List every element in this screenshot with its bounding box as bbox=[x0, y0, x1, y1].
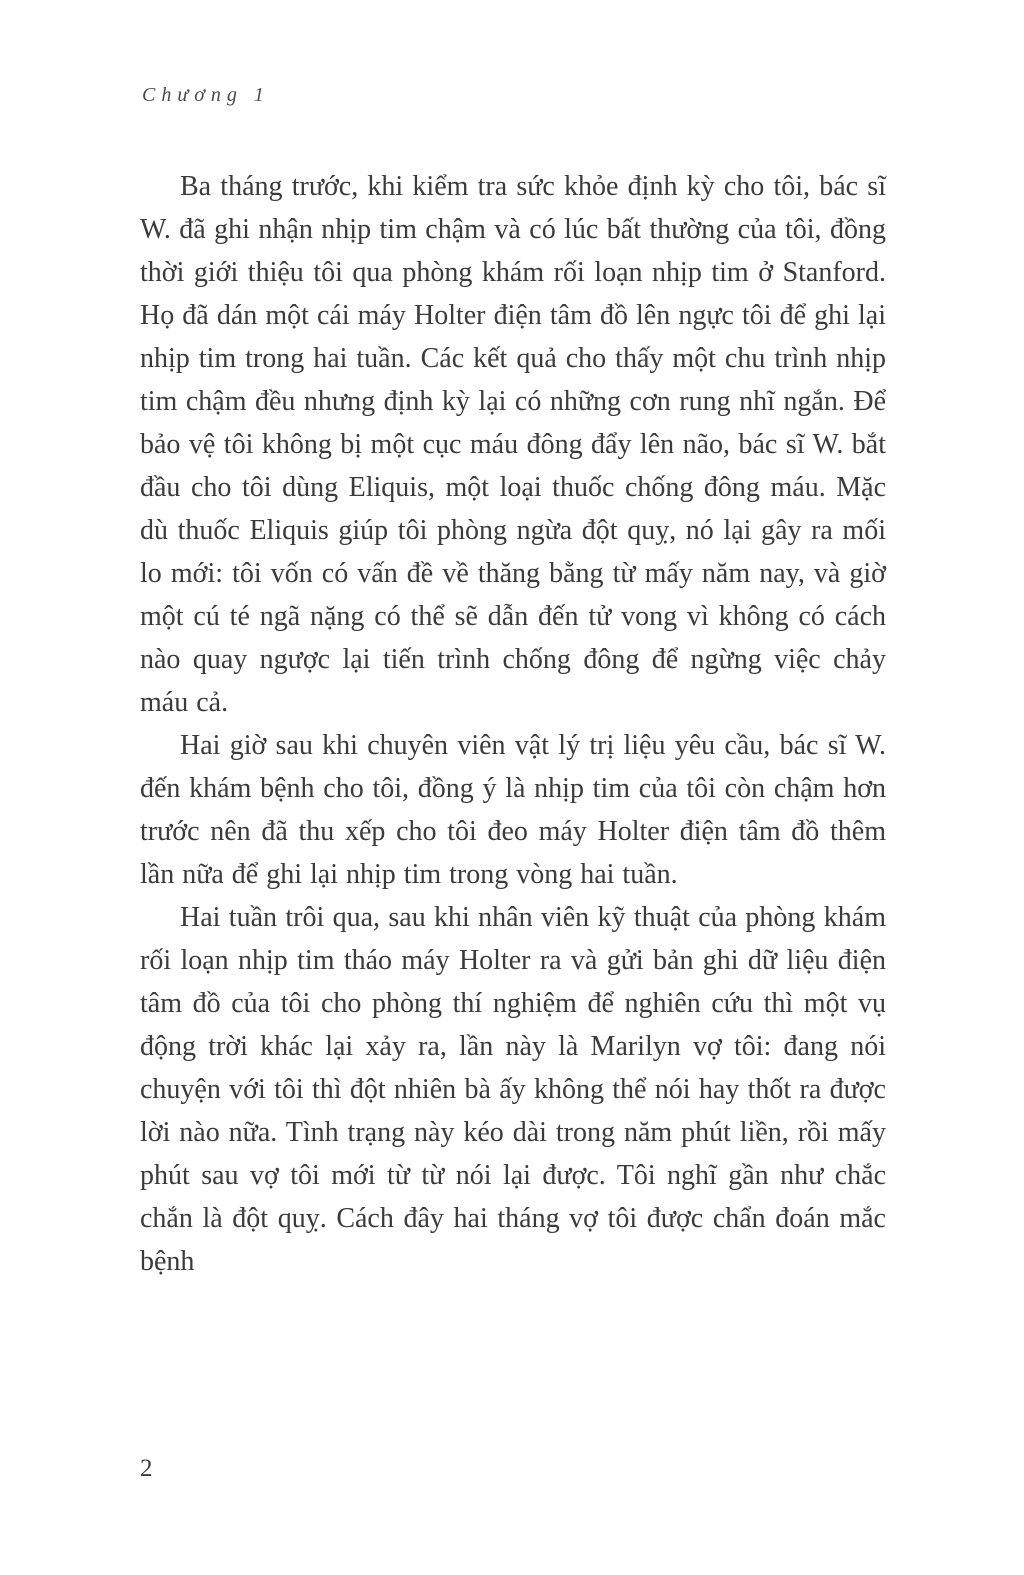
paragraph: Ba tháng trước, khi kiểm tra sức khỏe định kỳ cho tôi, bác sĩ W. đã ghi nhận nhịp tim chậm và có lúc bất thường của tôi, đồng thời giới thiệu tôi qua phòng khám rối loạn nhịp tim ở Stanford. Họ đã dán một cái máy Holter điện tâm đồ lên ngực tôi để ghi lại nhịp tim trong hai tuần. Các kết quả cho thấy một chu trình nhịp tim chậm đều nhưng định kỳ lại có những cơn rung nhĩ ngắn. Để bảo vệ tôi không bị một cục máu đông đẩy lên não, bác sĩ W. bắt đầu cho tôi dùng Eliquis, một loại thuốc chống đông máu. Mặc dù thuốc Eliquis giúp tôi phòng ngừa đột quỵ, nó lại gây ra mối lo mới: tôi vốn có vấn đề về thăng bằng từ mấy năm nay, và giờ một cú té ngã nặng có thể sẽ dẫn đến tử vong vì không có cách nào quay ngược lại tiến trình chống đông để ngừng việc chảy máu cả. bbox=[140, 171, 886, 718]
page-content bbox=[140, 84, 886, 1283]
page-number: 2 bbox=[140, 1455, 153, 1482]
page-body bbox=[140, 165, 886, 1283]
chapter-header: Chương 1 bbox=[142, 84, 270, 106]
paragraph: Hai tuần trôi qua, sau khi nhân viên kỹ thuật của phòng khám rối loạn nhịp tim tháo máy Holter ra và gửi bản ghi dữ liệu điện tâm đồ của tôi cho phòng thí nghiệm để nghiên cứu thì một vụ động trời khác lại xảy ra, lần này là Marilyn vợ tôi: đang nói chuyện với tôi thì đột nhiên bà ấy không thể nói hay thốt ra được lời nào nữa. Tình trạng này kéo dài trong năm phút liền, rồi mấy phút sau vợ tôi mới từ từ nói lại được. Tôi nghĩ gần như chắc chắn là đột quỵ. Cách đây hai tháng vợ tôi được chẩn đoán mắc bệnh bbox=[140, 902, 886, 1277]
paragraph: Hai giờ sau khi chuyên viên vật lý trị liệu yêu cầu, bác sĩ W. đến khám bệnh cho tôi, đồng ý là nhịp tim của tôi còn chậm hơn trước nên đã thu xếp cho tôi đeo máy Holter điện tâm đồ thêm lần nữa để ghi lại nhịp tim trong vòng hai tuần. bbox=[140, 730, 886, 890]
